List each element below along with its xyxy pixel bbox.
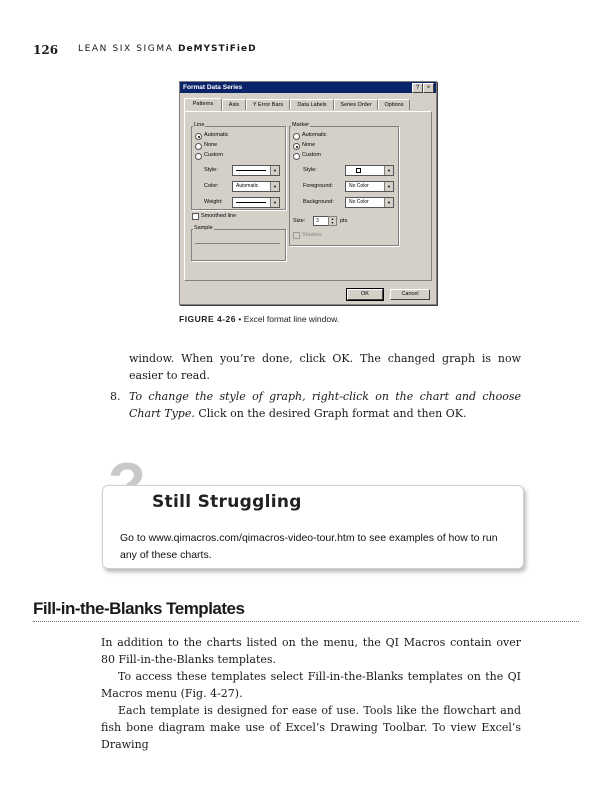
shadow-checkbox[interactable] <box>293 232 300 239</box>
marker-background-label: Background: <box>303 199 334 205</box>
figure-caption <box>179 314 339 324</box>
marker-custom-radio[interactable] <box>293 153 300 160</box>
chevron-down-icon: ▼ <box>270 182 279 191</box>
step-rest-text: Click on the desired Graph format and then OK. <box>198 407 467 420</box>
section-heading: Fill-in-the-Blanks Templates <box>33 599 245 618</box>
line-weight-label: Weight: <box>204 199 223 205</box>
marker-background-value: No Color <box>349 199 369 205</box>
help-button[interactable]: ? <box>412 83 423 93</box>
tab-options[interactable]: Options <box>378 99 410 110</box>
line-automatic-label: Automatic <box>204 132 229 138</box>
marker-style-select[interactable] <box>345 165 394 176</box>
line-color-select[interactable] <box>232 181 280 192</box>
line-style-select[interactable] <box>232 165 280 176</box>
cancel-button[interactable]: Cancel <box>390 289 430 300</box>
line-color-label: Color: <box>204 183 219 189</box>
patterns-panel <box>184 111 432 281</box>
line-custom-label: Custom <box>204 152 223 158</box>
page-number: 126 <box>33 43 59 57</box>
caption-separator: • <box>238 314 244 324</box>
marker-size-input[interactable]: 3 <box>313 216 329 226</box>
marker-style-label: Style: <box>303 167 317 173</box>
line-weight-preview <box>236 202 266 203</box>
line-style-preview <box>236 170 266 171</box>
marker-automatic-label: Automatic <box>302 132 327 138</box>
section-paragraph: In addition to the charts listed on the menu, the QI Macros contain over 80 Fill-in-the-Blanks templates. <box>101 636 521 666</box>
smoothed-line-checkbox[interactable] <box>192 213 199 220</box>
marker-foreground-label: Foreground: <box>303 183 333 189</box>
marker-foreground-value: No Color <box>349 183 369 189</box>
marker-custom-label: Custom <box>302 152 321 158</box>
size-spinner[interactable]: ▲ ▼ <box>328 216 337 226</box>
dialog-title: Format Data Series <box>183 84 243 91</box>
square-marker-icon <box>356 168 361 173</box>
line-none-radio[interactable] <box>195 143 202 150</box>
step-number: 8. <box>110 390 121 403</box>
marker-size-label: Size: <box>293 218 306 224</box>
marker-foreground-select[interactable] <box>345 181 394 192</box>
marker-group-label: Marker <box>292 122 310 128</box>
running-title-emph: DeMYSTiFieD <box>177 44 257 54</box>
chevron-down-icon: ▼ <box>270 166 279 175</box>
still-struggling-text: Go to www.qimacros.com/qimacros-video-tour.htm to see examples of how to run any of these charts. <box>120 532 498 561</box>
tab-data-labels[interactable]: Data Labels <box>290 99 334 110</box>
line-none-label: None <box>204 142 218 148</box>
chevron-down-icon: ▼ <box>270 198 279 207</box>
close-button[interactable]: × <box>423 83 434 93</box>
tab-y-error-bars[interactable]: Y Error Bars <box>246 99 290 110</box>
tab-series-order[interactable]: Series Order <box>334 99 378 110</box>
running-header <box>78 44 257 54</box>
smoothed-line-label: Smoothed line <box>201 213 237 219</box>
figure-caption-text: Excel format line window. <box>243 314 340 324</box>
line-color-value: Automatic <box>236 183 259 189</box>
line-custom-radio[interactable] <box>195 153 202 160</box>
tab-axis[interactable]: Axis <box>222 99 246 110</box>
dialog-titlebar <box>180 82 436 93</box>
chevron-down-icon: ▼ <box>384 182 393 191</box>
line-automatic-radio[interactable] <box>195 133 202 140</box>
chevron-down-icon: ▼ <box>384 198 393 207</box>
shadow-label: Shadow <box>302 232 322 238</box>
marker-background-select[interactable] <box>345 197 394 208</box>
chevron-down-icon: ▼ <box>384 166 393 175</box>
sample-group <box>191 229 286 261</box>
step-paragraph <box>129 388 521 422</box>
step-italic-text: To change the style of graph, right-click on the chart and choose Chart Type. <box>129 390 521 420</box>
sample-preview <box>195 243 280 244</box>
still-struggling-title: Still Struggling <box>152 492 302 512</box>
section-paragraph: To access these templates select Fill-in-the-Blanks templates on the QI Macros menu (Fig. 4-27). <box>101 670 521 700</box>
section-paragraph: Each template is designed for ease of use. Tools like the flowchart and fish bone diagram make use of Excel’s Drawing Toolbar. To view Excel’s Drawing <box>101 704 521 751</box>
ok-button[interactable]: OK <box>347 289 383 300</box>
format-data-series-dialog <box>179 81 437 305</box>
figure-number: FIGURE 4-26 <box>179 314 236 324</box>
running-title: LEAN SIX SIGMA <box>78 44 174 54</box>
tab-patterns[interactable]: Patterns <box>184 98 222 111</box>
marker-automatic-radio[interactable] <box>293 133 300 140</box>
line-weight-select[interactable] <box>232 197 280 208</box>
marker-none-label: None <box>302 142 316 148</box>
continuation-paragraph: window. When you’re done, click OK. The changed graph is now easier to read. <box>129 352 521 382</box>
marker-size-unit: pts <box>340 218 348 224</box>
marker-none-radio[interactable] <box>293 143 300 150</box>
line-style-label: Style: <box>204 167 218 173</box>
line-group-label: Line <box>194 122 205 128</box>
sample-label: Sample <box>194 225 213 231</box>
section-divider <box>33 621 579 622</box>
